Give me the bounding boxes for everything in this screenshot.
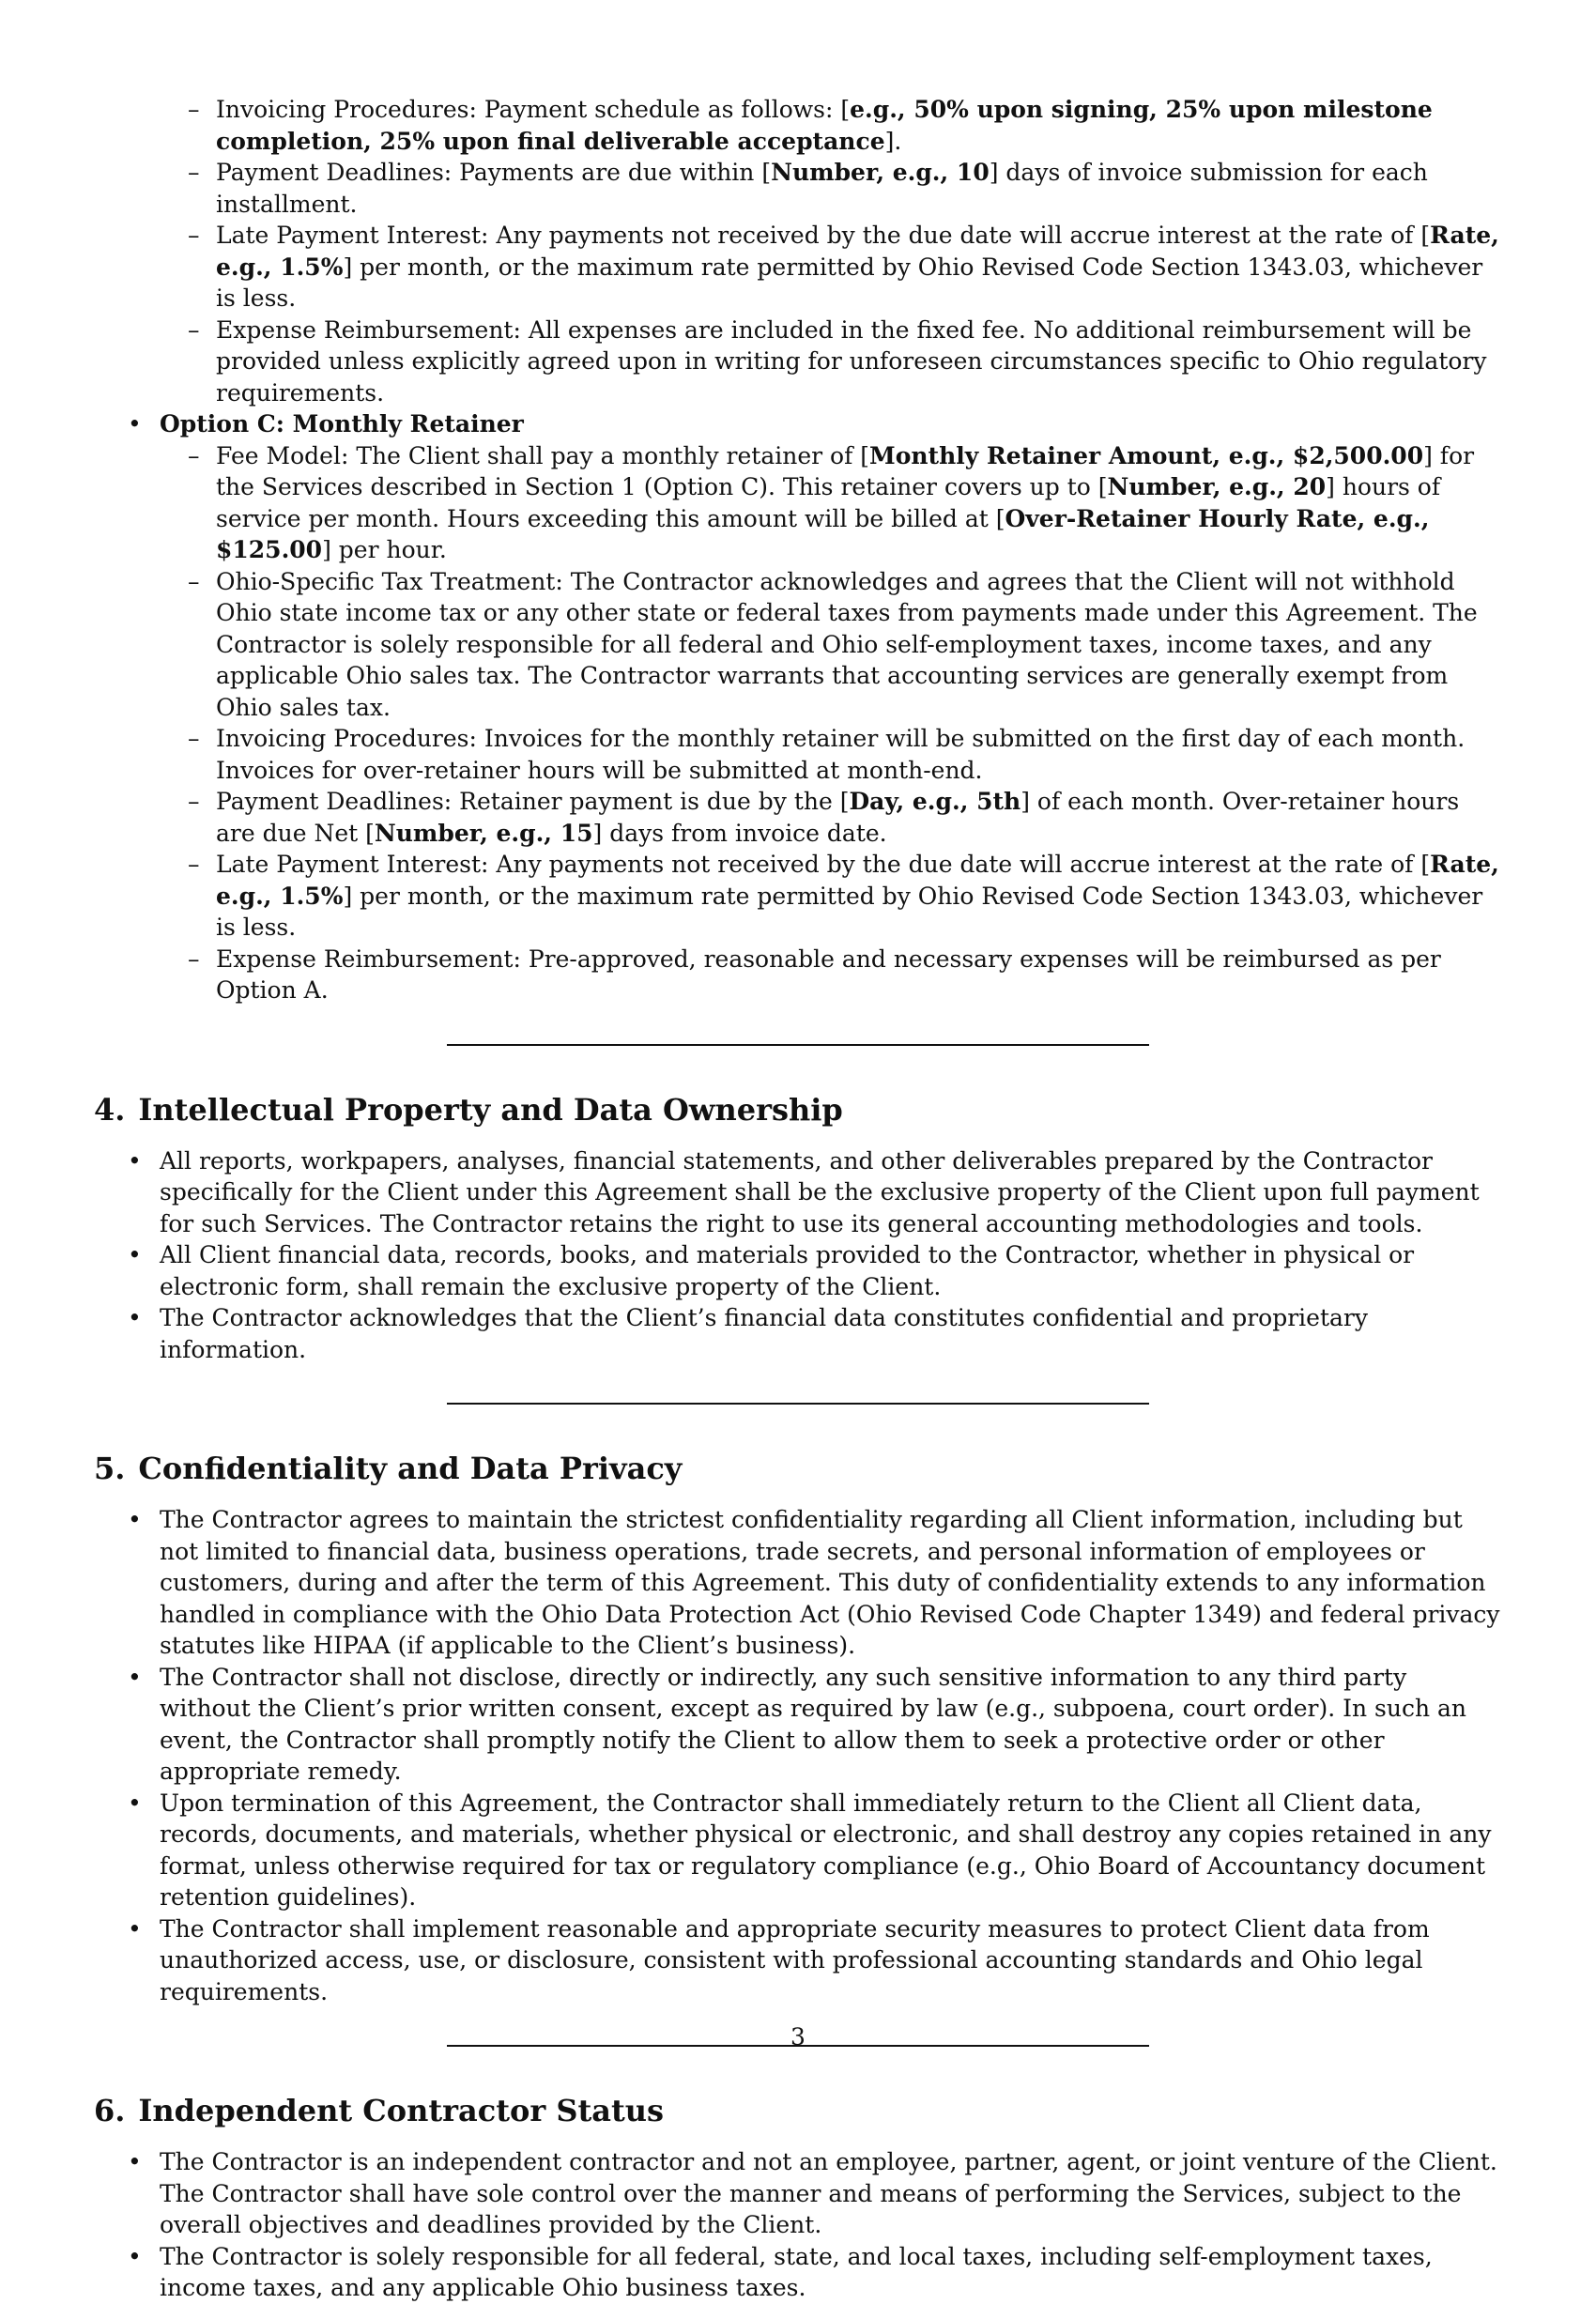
option-c-title: Option C: Monthly Retainer bbox=[160, 410, 524, 438]
page-number: 3 bbox=[790, 2023, 806, 2051]
option-c-list bbox=[94, 408, 1502, 1006]
page-content bbox=[94, 94, 1502, 2304]
list-item: • All reports, workpapers, analyses, financial statements, and other deliverables prepared by the Contractor specifically for the Client under this Agreement shall be the exclusive property of the Client upon full payment for such Services. The Contractor retains the right to use its general accounting methodologies and tools. bbox=[94, 1145, 1502, 1240]
list-item: – Invoicing Procedures: Payment schedule as follows: [e.g., 50% upon signing, 25% upon milestone completion, 25% upon final deliverable acceptance]. bbox=[94, 94, 1502, 157]
list-item: – Expense Reimbursement: All expenses are included in the fixed fee. No additional reimbursement will be provided unless explicitly agreed upon in writing for unforeseen circumstances specific to Ohio regulatory requirements. bbox=[94, 315, 1502, 409]
section-4-list bbox=[94, 1145, 1502, 1366]
section-heading-5: 5. Confidentiality and Data Privacy bbox=[94, 1451, 683, 1486]
section-heading-6: 6. Independent Contractor Status bbox=[94, 2093, 665, 2128]
list-item: • The Contractor acknowledges that the Client’s financial data constitutes confidential and proprietary information. bbox=[94, 1302, 1502, 1365]
list-item: – Payment Deadlines: Payments are due within [Number, e.g., 10] days of invoice submission for each installment. bbox=[94, 157, 1502, 220]
list-item: • The Contractor is an independent contractor and not an employee, partner, agent, or joint venture of the Client. The Contractor shall have sole control over the manner and means of performing the Services, subject to the overall objectives and deadlines provided by the Client. bbox=[94, 2146, 1502, 2241]
list-item: • Upon termination of this Agreement, the Contractor shall immediately return to the Client all Client data, records, documents, and materials, whether physical or electronic, and shall destroy any copies retained in any format, unless otherwise required for tax or regulatory compliance (e.g., Ohio Board of Accountancy document retention guidelines). bbox=[94, 1788, 1502, 1913]
section-divider bbox=[447, 1044, 1149, 1046]
list-item: – Invoicing Procedures: Invoices for the monthly retainer will be submitted on the first day of each month. Invoices for over-retainer hours will be submitted at month-end. bbox=[160, 723, 1502, 786]
list-item: – Late Payment Interest: Any payments not received by the due date will accrue interest at the rate of [Rate, e.g., 1.5%] per month, or the maximum rate permitted by Ohio Revised Code Section 1343.03, whichever is less. bbox=[160, 849, 1502, 944]
section-heading-4: 4. Intellectual Property and Data Ownership bbox=[94, 1091, 843, 1128]
list-item: • The Contractor shall implement reasonable and appropriate security measures to protect Client data from unauthorized access, use, or disclosure, consistent with professional accounting standards and Ohio legal requirements. bbox=[94, 1913, 1502, 2008]
section-6-list bbox=[94, 2146, 1502, 2304]
section-5-list bbox=[94, 1504, 1502, 2007]
list-item: • The Contractor shall not disclose, directly or indirectly, any such sensitive information to any third party without the Client’s prior written consent, except as required by law (e.g., subpoena, court order). In such an event, the Contractor shall promptly notify the Client to allow them to seek a protective order or other appropriate remedy. bbox=[94, 1662, 1502, 1788]
section-divider bbox=[447, 1403, 1149, 1405]
list-item: • All Client financial data, records, books, and materials provided to the Contractor, whether in physical or electronic form, shall remain the exclusive property of the Client. bbox=[94, 1239, 1502, 1302]
list-item: – Expense Reimbursement: Pre-approved, reasonable and necessary expenses will be reimbursed as per Option A. bbox=[160, 944, 1502, 1006]
list-item: – Ohio-Specific Tax Treatment: The Contractor acknowledges and agrees that the Client will not withhold Ohio state income tax or any other state or federal taxes from payments made under this Agreement. The Contractor is solely responsible for all federal and Ohio self-employment taxes, income taxes, and any applicable Ohio sales tax. The Contractor warrants that accounting services are generally exempt from Ohio sales tax. bbox=[160, 566, 1502, 724]
option-c-terms-list bbox=[160, 440, 1502, 1006]
list-item: – Payment Deadlines: Retainer payment is due by the [Day, e.g., 5th] of each month. Over-retainer hours are due Net [Number, e.g., 15] days from invoice date. bbox=[160, 786, 1502, 849]
list-item: – Late Payment Interest: Any payments not received by the due date will accrue interest at the rate of [Rate, e.g., 1.5%] per month, or the maximum rate permitted by Ohio Revised Code Section 1343.03, whichever is less. bbox=[94, 220, 1502, 315]
list-item: • The Contractor agrees to maintain the strictest confidentiality regarding all Client information, including but not limited to financial data, business operations, trade secrets, and personal information of employees or customers, during and after the term of this Agreement. This duty of confidentiality extends to any information handled in compliance with the Ohio Data Protection Act (Ohio Revised Code Chapter 1349) and federal privacy statutes like HIPAA (if applicable to the Client’s business). bbox=[94, 1504, 1502, 1662]
list-item: • The Contractor is solely responsible for all federal, state, and local taxes, including self-employment taxes, income taxes, and any applicable Ohio business taxes. bbox=[94, 2241, 1502, 2304]
list-item: – Fee Model: The Client shall pay a monthly retainer of [Monthly Retainer Amount, e.g., $2,500.00] for the Services described in Section 1 (Option C). This retainer covers up to [Number, e.g., 20] hours of service per month. Hours exceeding this amount will be billed at [Over-Retainer Hourly Rate, e.g., $125.00] per hour. bbox=[160, 440, 1502, 566]
option-b-terms-list bbox=[94, 94, 1502, 408]
option-c-item bbox=[94, 408, 1502, 1006]
